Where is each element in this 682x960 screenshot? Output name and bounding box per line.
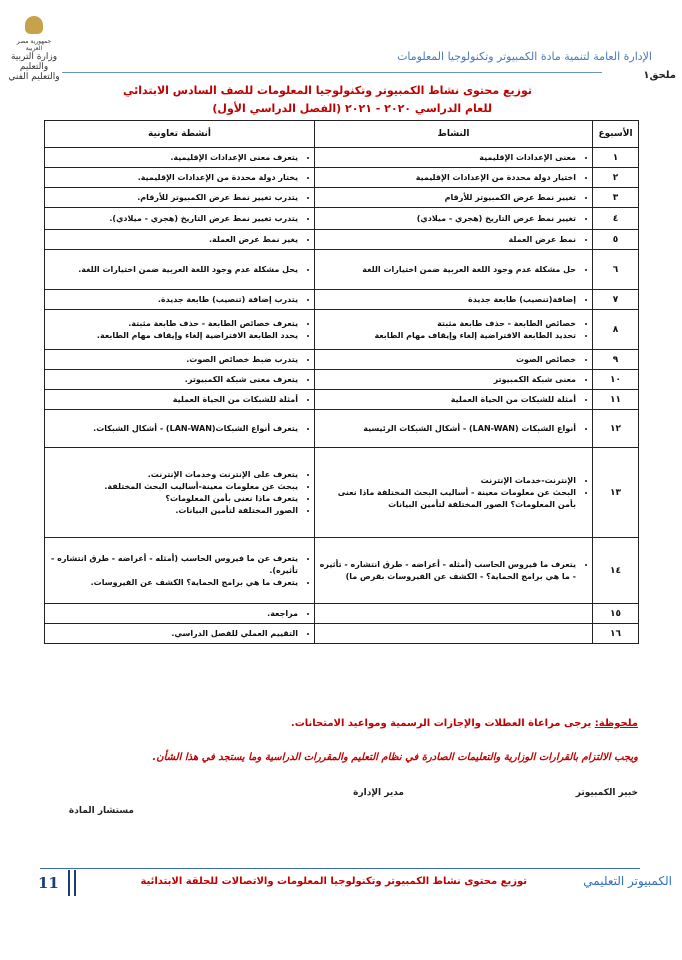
footer-divider — [40, 868, 640, 869]
list-item: • يتعرف معنى شبكة الكمبيوتر. — [49, 374, 298, 386]
activity-cell — [315, 370, 593, 390]
activity-list — [319, 152, 588, 164]
table-row — [45, 370, 639, 390]
table-row — [45, 390, 639, 410]
coop-list — [49, 394, 310, 406]
list-item: • التقييم العملي للفصل الدراسي. — [49, 628, 298, 640]
week-cell: ٤ — [593, 208, 639, 230]
week-cell: ١٦ — [593, 624, 639, 644]
signature-expert: خبير الكمبيوتر — [575, 788, 638, 798]
week-cell: ٢ — [593, 168, 639, 188]
coop-cell — [45, 230, 315, 250]
activity-cell — [315, 208, 593, 230]
table-row — [45, 168, 639, 188]
activity-cell — [315, 410, 593, 448]
week-cell: ٦ — [593, 250, 639, 290]
coop-list — [49, 423, 310, 435]
list-item: • يتعرف ما فيروس الحاسب (أمثله - أعراضه - طرق انتشاره - تأثيره - ما هي برامج الحماية؟ - الكشف عن الفيروسات بقرص ما) — [319, 559, 576, 583]
week-cell: ٨ — [593, 310, 639, 350]
coop-cell — [45, 290, 315, 310]
activity-list — [319, 192, 588, 204]
table-row — [45, 410, 639, 448]
activity-list — [319, 318, 588, 342]
list-item: • يتعرف ما هي برامج الحماية؟ الكشف عن الفيروسات. — [49, 577, 298, 589]
coop-cell — [45, 208, 315, 230]
table-row — [45, 350, 639, 370]
document-title: توزيع محتوى نشاط الكمبيوتر وتكنولوجيا المعلومات للصف السادس الابتدائي — [122, 84, 532, 97]
activity-list — [319, 394, 588, 406]
coop-cell — [45, 188, 315, 208]
list-item: • يتعرف معنى الإعدادات الإقليمية. — [49, 152, 298, 164]
activity-cell — [315, 250, 593, 290]
coop-list — [49, 608, 310, 620]
list-item: • البحث عن معلومات معينة - أساليب البحث المختلفة ماذا نعنى بأمن المعلومات؟ الصور المختلفة لتأمين البيانات — [319, 487, 576, 511]
coop-list — [49, 264, 310, 276]
note-label: ملحوظة: — [594, 718, 638, 729]
list-item: • يتدرب تغيير نمط عرض التاريخ (هجري - ميلادي). — [49, 213, 298, 225]
week-cell: ١٣ — [593, 448, 639, 538]
list-item: • يغير نمط عرض العملة. — [49, 234, 298, 246]
header-divider — [62, 72, 602, 73]
coop-cell — [45, 148, 315, 168]
table-row — [45, 290, 639, 310]
week-cell: ٥ — [593, 230, 639, 250]
activity-list — [319, 264, 588, 276]
activity-cell — [315, 624, 593, 644]
coop-list — [49, 374, 310, 386]
logo-line-1: جمهورية مصر العربية — [16, 38, 52, 52]
header-week: الأسبوع — [593, 121, 639, 148]
table-row — [45, 208, 639, 230]
activity-cell — [315, 230, 593, 250]
header-activity: النشاط — [315, 121, 593, 148]
table-row — [45, 604, 639, 624]
list-item: • خصائص الطابعة - حذف طابعة مثبتة — [319, 318, 576, 330]
coop-cell — [45, 624, 315, 644]
coop-list — [49, 234, 310, 246]
week-cell: ١٤ — [593, 538, 639, 604]
note-text: يرجى مراعاة العطلات والإجازات الرسمية ومواعيد الامتحانات. — [290, 718, 595, 729]
coop-list — [49, 628, 310, 640]
table-row — [45, 230, 639, 250]
commitment-text: ويجب الالتزام بالقرارات الوزارية والتعليمات الصادرة في نظام التعليم والمقررات الدراسية وما يستجد في هذا الشأن. — [152, 752, 638, 763]
coop-cell — [45, 250, 315, 290]
list-item: • يتعرف عن ما فيروس الحاسب (أمثله - أعراضه - طرق انتشاره - تأثيره). — [49, 553, 298, 577]
activity-cell — [315, 188, 593, 208]
table-row — [45, 310, 639, 350]
coop-list — [49, 192, 310, 204]
list-item: • خصائص الصوت — [319, 354, 576, 366]
activity-cell — [315, 538, 593, 604]
coop-cell — [45, 370, 315, 390]
coop-list — [49, 469, 310, 517]
list-item: • إضافة(تنصيب) طابعة جديدة — [319, 294, 576, 306]
ministry-logo — [8, 16, 60, 86]
list-item: • أمثلة للشبكات من الحياة العملية — [49, 394, 298, 406]
activity-cell — [315, 350, 593, 370]
table-row — [45, 448, 639, 538]
list-item: • نمط عرض العملة — [319, 234, 576, 246]
week-cell: ١٠ — [593, 370, 639, 390]
list-item: • يتعرف خصائص الطابعة - حذف طابعة مثبتة. — [49, 318, 298, 330]
annex-label: ملحق١ — [643, 70, 676, 81]
activity-list — [319, 234, 588, 246]
table-header-row — [45, 121, 639, 148]
activity-list — [319, 213, 588, 225]
table-body — [45, 148, 639, 644]
list-item: • يحل مشكلة عدم وجود اللغة العربية ضمن اختيارات اللغة. — [49, 264, 298, 276]
coop-list — [49, 172, 310, 184]
list-item: • يتدرب تغيير نمط عرض الكمبيوتر للأرقام. — [49, 192, 298, 204]
list-item: • يتعرف ماذا نعنى بأمن المعلومات؟ — [49, 493, 298, 505]
signature-advisor: مستشار المادة — [68, 806, 134, 816]
list-item: • يتعرف أنواع الشبكات(LAN-WAN) - أشكال الشبكات. — [49, 423, 298, 435]
list-item: • الصور المختلفة لتأمين البيانات. — [49, 505, 298, 517]
activity-list — [319, 172, 588, 184]
table-row — [45, 624, 639, 644]
coop-cell — [45, 390, 315, 410]
list-item: • حل مشكلة عدم وجود اللغة العربية ضمن اختيارات اللغة — [319, 264, 576, 276]
activity-cell — [315, 168, 593, 188]
coop-list — [49, 213, 310, 225]
week-cell: ٩ — [593, 350, 639, 370]
week-cell: ٣ — [593, 188, 639, 208]
coop-list — [49, 152, 310, 164]
table-row — [45, 188, 639, 208]
activity-cell — [315, 148, 593, 168]
list-item: • أمثلة للشبكات من الحياة العملية — [319, 394, 576, 406]
signature-director: مدير الإدارة — [353, 788, 404, 798]
coop-list — [49, 354, 310, 366]
week-cell: ١ — [593, 148, 639, 168]
coop-cell — [45, 168, 315, 188]
week-cell: ١١ — [593, 390, 639, 410]
coop-list — [49, 294, 310, 306]
list-item: • معنى شبكة الكمبيوتر — [319, 374, 576, 386]
list-item: • الإنترنت-خدمات الإنترنت — [319, 475, 576, 487]
list-item: • اختيار دولة محددة من الإعدادات الإقليمية — [319, 172, 576, 184]
table-row — [45, 538, 639, 604]
activity-cell — [315, 390, 593, 410]
activity-list — [319, 294, 588, 306]
list-item: • أنواع الشبكات (LAN-WAN) - أشكال الشبكات الرئيسية — [319, 423, 576, 435]
coop-cell — [45, 410, 315, 448]
list-item: • يبحث عن معلومات معينة-أساليب البحث المختلفة. — [49, 481, 298, 493]
activity-list — [319, 423, 588, 435]
week-cell: ١٢ — [593, 410, 639, 448]
list-item: • تغيير نمط عرض التاريخ (هجري - ميلادي) — [319, 213, 576, 225]
list-item: • يحدد الطابعة الافتراضية إلغاء وإيقاف مهام الطابعة. — [49, 330, 298, 342]
week-cell: ٧ — [593, 290, 639, 310]
page-number-separator — [68, 870, 76, 896]
coop-cell — [45, 310, 315, 350]
logo-line-2: وزارة التربية والتعليم والتعليم الفني — [8, 52, 60, 82]
footer-brand: الكمبيوتر التعليمي — [583, 874, 672, 888]
organization-header: الإدارة العامة لتنمية مادة الكمبيوتر وتكنولوجيا المعلومات — [397, 50, 652, 63]
list-item: • مراجعة. — [49, 608, 298, 620]
list-item: • يتدرب إضافة (تنصيب) طابعة جديدة. — [49, 294, 298, 306]
list-item: • يختار دولة محددة من الإعدادات الإقليمية. — [49, 172, 298, 184]
coop-cell — [45, 604, 315, 624]
list-item: • يتدرب ضبط خصائص الصوت. — [49, 354, 298, 366]
list-item: • تغيير نمط عرض الكمبيوتر للأرقام — [319, 192, 576, 204]
activity-list — [319, 354, 588, 366]
activity-cell — [315, 448, 593, 538]
table-row — [45, 148, 639, 168]
activity-distribution-table — [44, 120, 639, 644]
activity-cell — [315, 290, 593, 310]
coop-cell — [45, 538, 315, 604]
activity-cell — [315, 604, 593, 624]
activity-cell — [315, 310, 593, 350]
activity-list — [319, 374, 588, 386]
week-cell: ١٥ — [593, 604, 639, 624]
coop-cell — [45, 448, 315, 538]
header-coop: أنشطة تعاونية — [45, 121, 315, 148]
coop-list — [49, 318, 310, 342]
footer-title: توزيع محتوى نشاط الكمبيوتر وتكنولوجيا المعلومات والاتصالات للحلقة الابتدائية — [140, 876, 527, 887]
document-subtitle: للعام الدراسي ٢٠٢٠ - ٢٠٢١ (الفصل الدراسي الأول) — [212, 102, 492, 115]
page-number: 11 — [38, 874, 59, 892]
coop-cell — [45, 350, 315, 370]
list-item: • يتعرف على الإنترنت وخدمات الإنترنت. — [49, 469, 298, 481]
list-item: • معنى الإعدادات الإقليمية — [319, 152, 576, 164]
list-item: • تحديد الطابعة الافتراضية إلغاء وإيقاف مهام الطابعة — [319, 330, 576, 342]
activity-list — [319, 475, 588, 511]
note — [291, 718, 638, 729]
coop-list — [49, 553, 310, 589]
activity-list — [319, 559, 588, 583]
eagle-emblem-icon — [25, 16, 43, 34]
table-row — [45, 250, 639, 290]
